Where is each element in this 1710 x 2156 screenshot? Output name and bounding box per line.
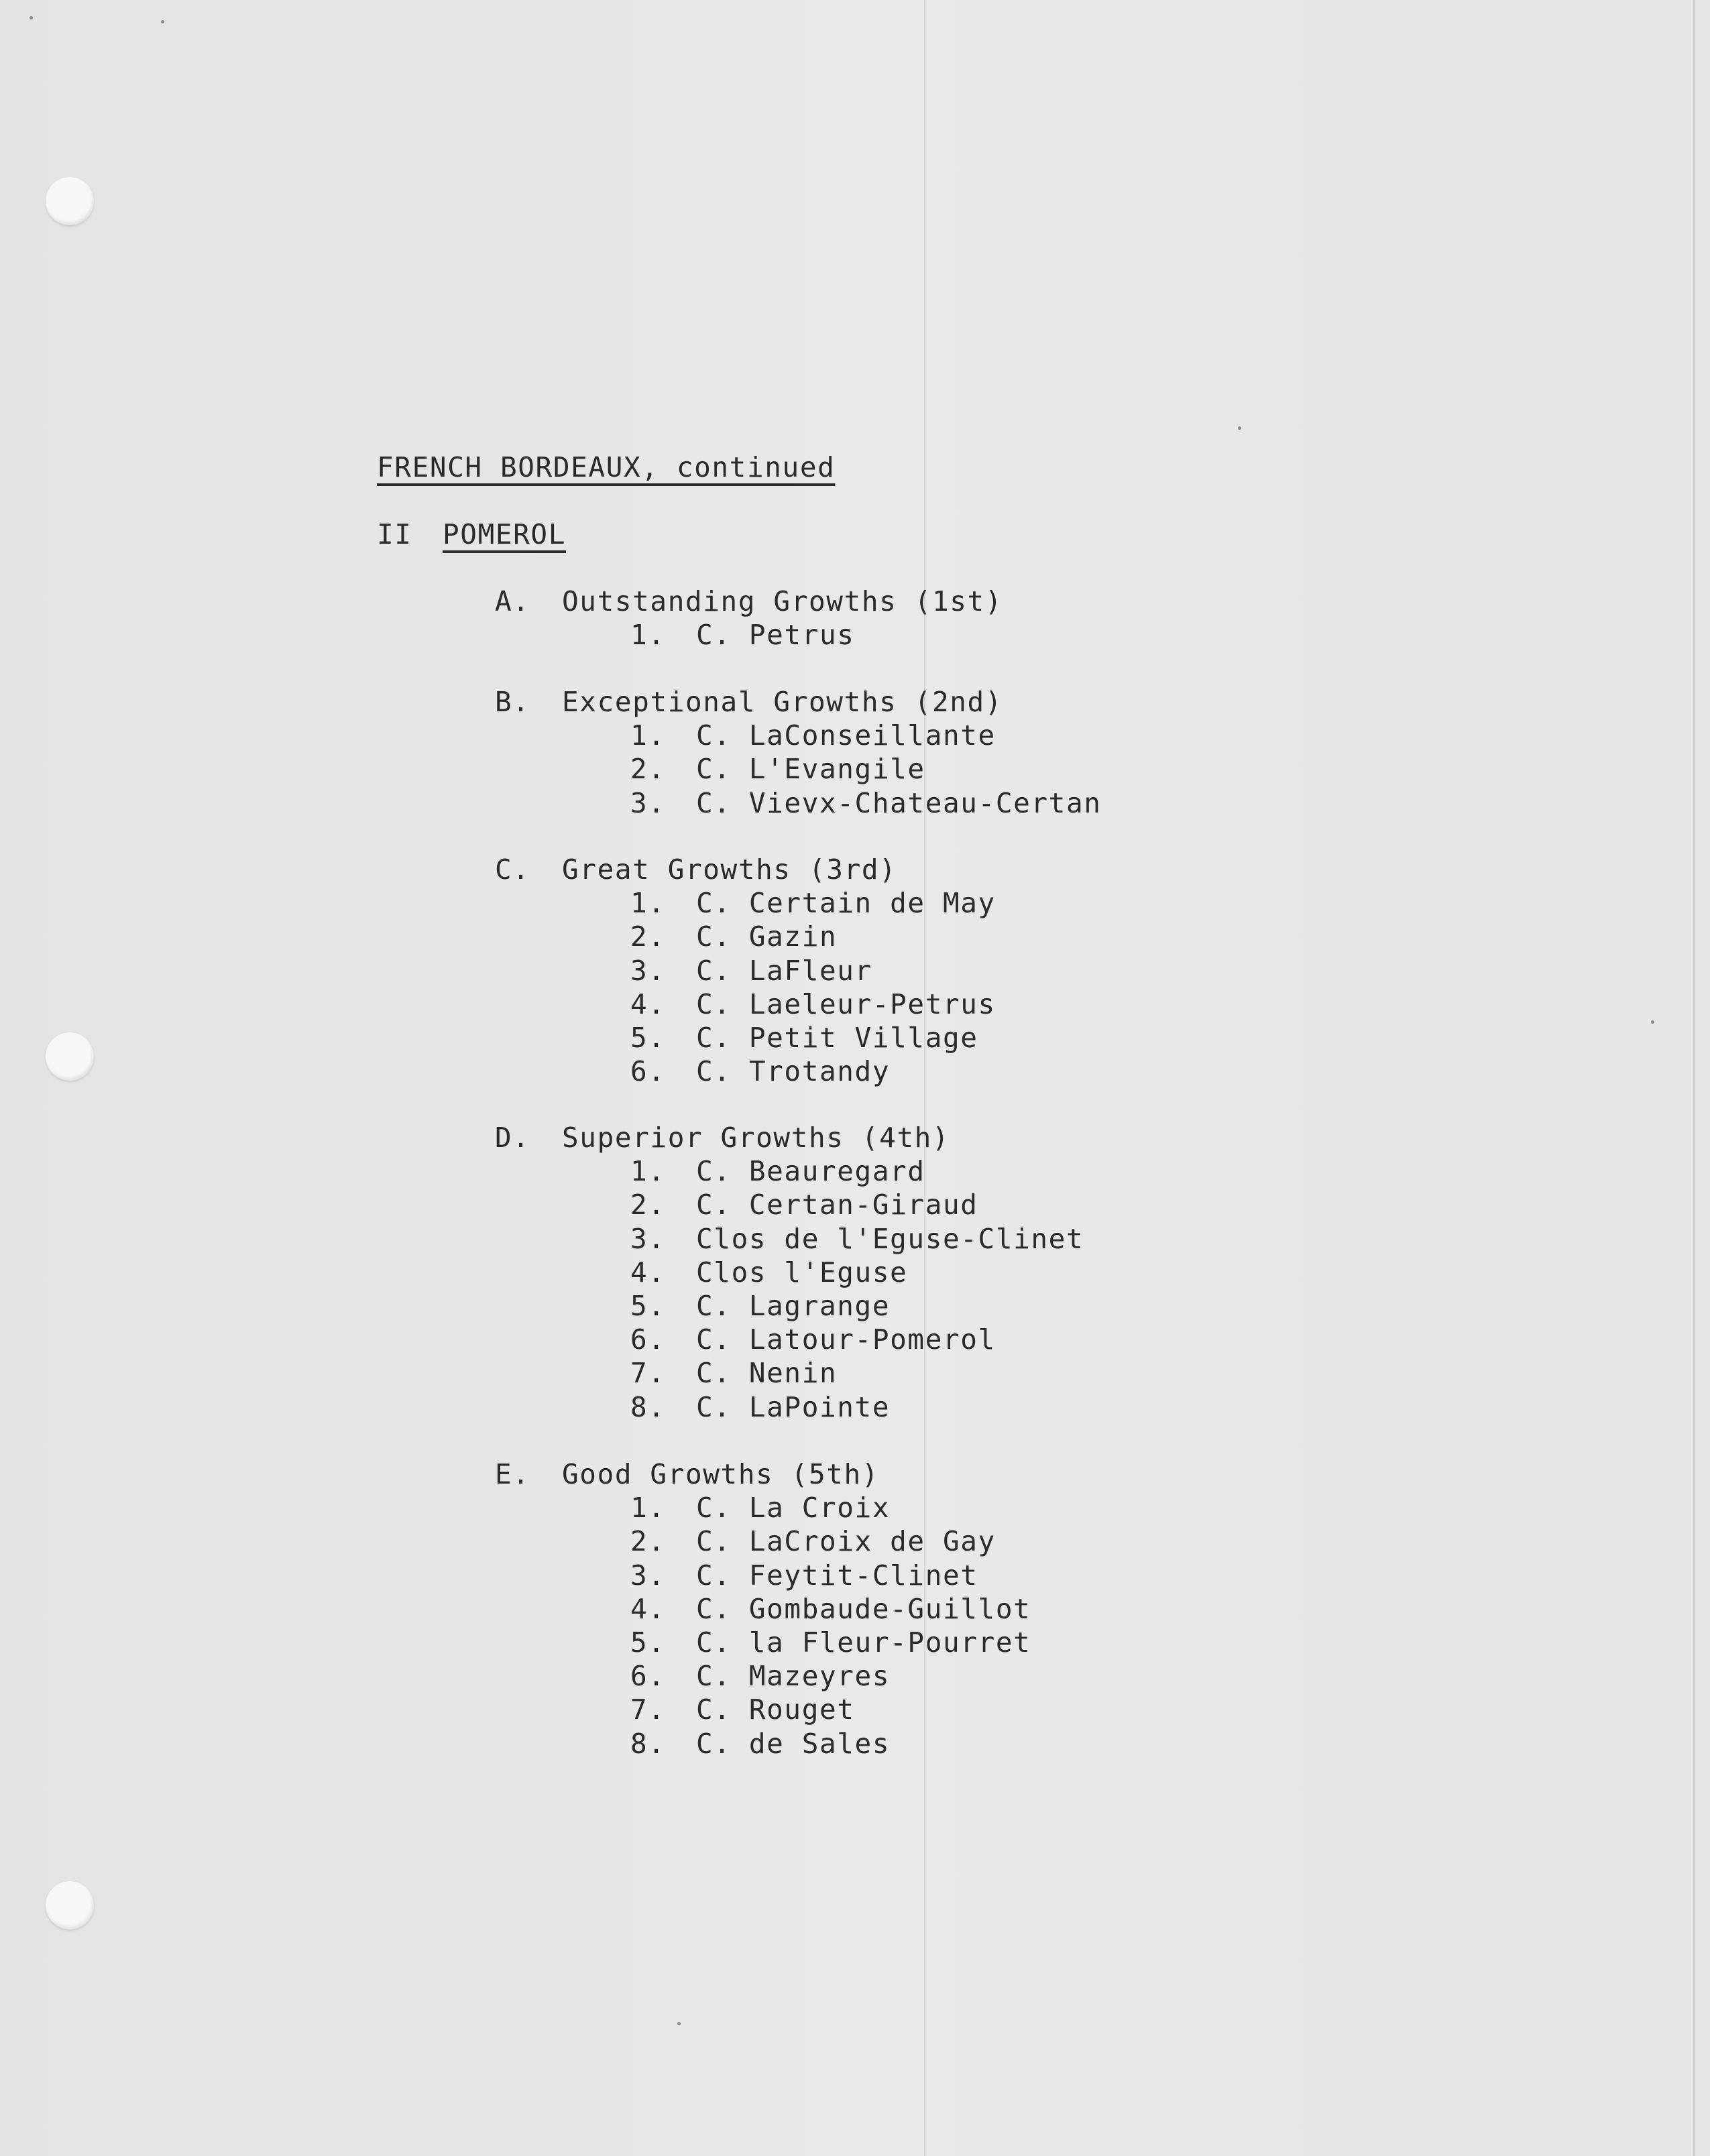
item-number: 3. bbox=[630, 1222, 666, 1255]
item-name: C. Feytit-Clinet bbox=[696, 1559, 978, 1592]
item-number: 2. bbox=[630, 753, 666, 786]
group-title: Good Growths (5th) bbox=[562, 1458, 880, 1490]
item-name: C. Lagrange bbox=[696, 1290, 891, 1322]
item-number: 2. bbox=[630, 920, 666, 953]
speck bbox=[1651, 1020, 1654, 1024]
item-number: 6. bbox=[630, 1055, 666, 1088]
item-number: 5. bbox=[630, 1022, 666, 1054]
item-name: C. LaFleur bbox=[696, 954, 872, 987]
item-number: 2. bbox=[630, 1189, 666, 1221]
item-name: C. Vievx-Chateau-Certan bbox=[696, 786, 1102, 819]
item-number: 1. bbox=[630, 719, 666, 752]
item-name: C. LaConseillante bbox=[696, 719, 996, 752]
speck bbox=[1238, 426, 1241, 430]
group-title: Superior Growths (4th) bbox=[562, 1122, 950, 1154]
item-number: 7. bbox=[630, 1693, 666, 1726]
group-title: Exceptional Growths (2nd) bbox=[562, 686, 1003, 718]
item-number: 7. bbox=[630, 1357, 666, 1390]
item-name: C. Latour-Pomerol bbox=[696, 1323, 996, 1356]
group-letter: C. bbox=[495, 853, 530, 886]
speck bbox=[161, 20, 164, 23]
item-name: C. Rouget bbox=[696, 1693, 855, 1726]
item-name: C. LaPointe bbox=[696, 1390, 891, 1423]
item-number: 8. bbox=[630, 1727, 666, 1760]
group-letter: B. bbox=[495, 686, 530, 718]
item-number: 3. bbox=[630, 786, 666, 819]
item-number: 4. bbox=[630, 1256, 666, 1289]
punch-hole-bottom bbox=[46, 1881, 94, 1929]
item-number: 1. bbox=[630, 1155, 666, 1188]
item-number: 8. bbox=[630, 1390, 666, 1423]
item-name: C. Laeleur-Petrus bbox=[696, 987, 996, 1020]
item-number: 2. bbox=[630, 1525, 666, 1558]
item-number: 1. bbox=[630, 887, 666, 920]
item-name: C. de Sales bbox=[696, 1727, 891, 1760]
item-number: 1. bbox=[630, 1492, 666, 1524]
item-number: 4. bbox=[630, 987, 666, 1020]
item-name: C. la Fleur-Pourret bbox=[696, 1626, 1031, 1659]
item-name: C. LaCroix de Gay bbox=[696, 1525, 996, 1558]
item-name: C. Gazin bbox=[696, 920, 838, 953]
fold-line bbox=[924, 0, 925, 2156]
item-name: C. Gombaude-Guillot bbox=[696, 1592, 1031, 1625]
punch-hole-top bbox=[46, 177, 94, 225]
group-letter: D. bbox=[495, 1122, 530, 1154]
item-number: 6. bbox=[630, 1660, 666, 1693]
item-number: 1. bbox=[630, 619, 666, 652]
page-edge bbox=[1693, 0, 1695, 2156]
item-name: C. Beauregard bbox=[696, 1155, 925, 1188]
speck bbox=[30, 16, 33, 19]
item-name: C. Petrus bbox=[696, 619, 855, 652]
group-title: Outstanding Growths (1st) bbox=[562, 585, 1003, 617]
item-number: 6. bbox=[630, 1323, 666, 1356]
item-number: 5. bbox=[630, 1290, 666, 1322]
item-name: C. La Croix bbox=[696, 1492, 891, 1524]
item-number: 3. bbox=[630, 954, 666, 987]
item-name: C. Nenin bbox=[696, 1357, 838, 1390]
group-letter: A. bbox=[495, 585, 530, 617]
item-name: C. Mazeyres bbox=[696, 1660, 891, 1693]
item-number: 4. bbox=[630, 1592, 666, 1625]
group-letter: E. bbox=[495, 1458, 530, 1490]
item-number: 5. bbox=[630, 1626, 666, 1659]
item-name: C. Certain de May bbox=[696, 887, 996, 920]
section-title: POMEROL bbox=[443, 518, 566, 550]
item-name: C. Trotandy bbox=[696, 1055, 891, 1088]
speck bbox=[677, 2022, 681, 2025]
page-heading: FRENCH BORDEAUX, continued bbox=[377, 451, 836, 483]
item-name: Clos l'Eguse bbox=[696, 1256, 908, 1289]
item-name: Clos de l'Eguse-Clinet bbox=[696, 1222, 1084, 1255]
group-title: Great Growths (3rd) bbox=[562, 853, 897, 886]
section-numeral: II bbox=[377, 518, 412, 550]
item-name: C. L'Evangile bbox=[696, 753, 925, 786]
item-name: C. Certan-Giraud bbox=[696, 1189, 978, 1221]
item-number: 3. bbox=[630, 1559, 666, 1592]
item-name: C. Petit Village bbox=[696, 1022, 978, 1054]
punch-hole-middle bbox=[46, 1032, 94, 1081]
